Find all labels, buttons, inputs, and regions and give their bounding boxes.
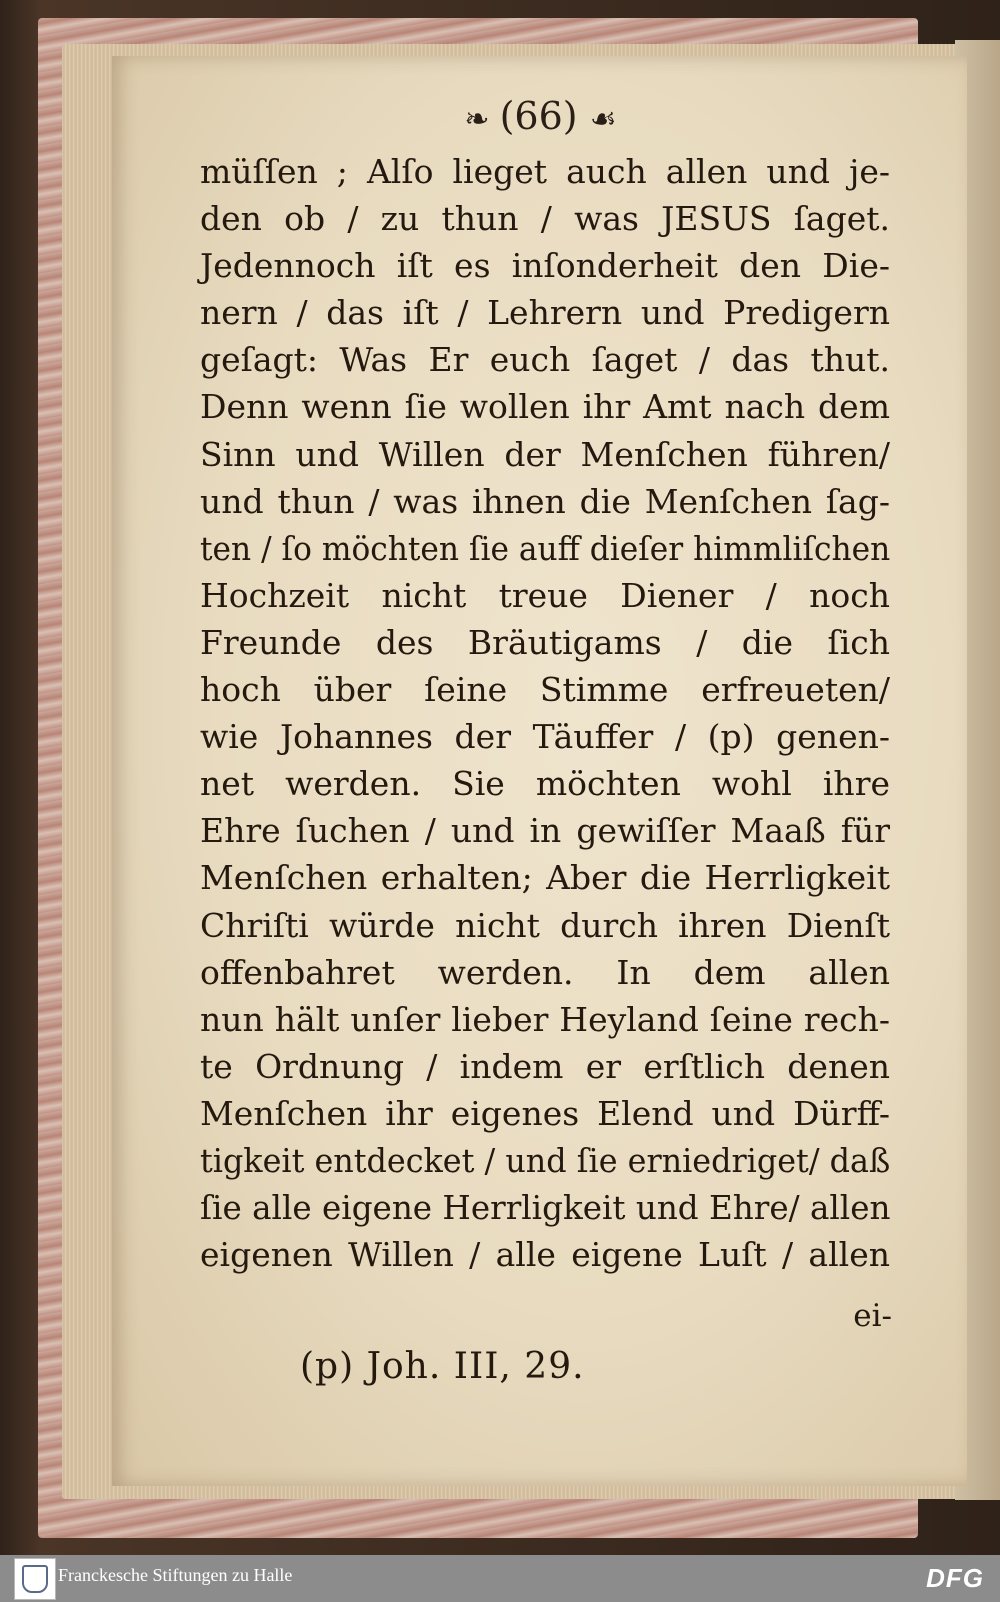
text-line: nern / das iſt / Lehrern und Predigern <box>200 293 890 333</box>
text-line: Denn wenn ſie wollen ihr Amt nach dem <box>200 387 890 427</box>
dfg-logo: DFG <box>926 1563 984 1593</box>
text-line: Freunde des Bräutigams / die ſich <box>200 622 890 662</box>
footnote: (p) Joh. III, 29. <box>300 1346 585 1387</box>
text-line: Menſchen erhalten; Aber die Herrligkeit <box>200 858 890 898</box>
text-line: Hochzeit nicht treue Diener / noch <box>200 575 890 615</box>
text-line: Menſchen ihr eigenes Elend und Dürff- <box>200 1093 890 1133</box>
text-line: geſagt: Was Er euch ſaget / das thut. <box>200 340 890 380</box>
text-line: ſie alle eigene Herrligkeit und Ehre/ allen <box>200 1188 891 1228</box>
text-line: Ehre ſuchen / und in gewiſſer Maaß für <box>200 811 890 851</box>
book-page <box>112 56 967 1486</box>
text-line: Sinn und Willen der Menſchen führen/ <box>200 434 890 474</box>
text-line: Chriſti würde nicht durch ihren Dienſt <box>200 905 890 945</box>
text-line: nun hält unſer lieber Heyland ſeine rech- <box>200 999 890 1039</box>
institution-seal-icon <box>14 1558 56 1600</box>
catchword: ei- <box>853 1298 892 1334</box>
page-number: (66) <box>499 94 578 138</box>
text-line: Jedennoch iſt es inſonderheit den Die- <box>200 246 890 286</box>
text-line: eigenen Willen / alle eigene Luſt / allen <box>200 1235 890 1275</box>
text-line: hoch über ſeine Stimme erfreueten/ <box>200 670 890 710</box>
page-header <box>112 94 967 138</box>
text-line: net werden. Sie möchten wohl ihre <box>200 764 890 804</box>
text-line: offenbahret werden. In dem allen <box>200 952 890 992</box>
text-line: ten / ſo möchten ſie auff dieſer himmliſchen <box>200 528 891 568</box>
viewer-footer <box>0 1555 1000 1602</box>
text-line: te Ordnung / indem er erſtlich denen <box>200 1046 890 1086</box>
text-line: wie Johannes der Täuffer / (p) genen- <box>200 717 890 757</box>
header-ornament-right-icon: ☙ <box>589 102 615 137</box>
institution-name: Franckesche Stiftungen zu Halle <box>58 1565 293 1585</box>
header-ornament-left-icon: ❧ <box>464 102 488 137</box>
text-line: und thun / was ihnen die Menſchen ſag- <box>200 481 890 521</box>
text-line: den ob / zu thun / was JESUS ſaget. <box>200 199 890 239</box>
page-body-text <box>200 148 890 1278</box>
text-line: tigkeit entdecket / und ſie erniedriget/ daß <box>200 1140 891 1180</box>
text-line: müſſen ; Alſo lieget auch allen und je- <box>200 152 890 191</box>
